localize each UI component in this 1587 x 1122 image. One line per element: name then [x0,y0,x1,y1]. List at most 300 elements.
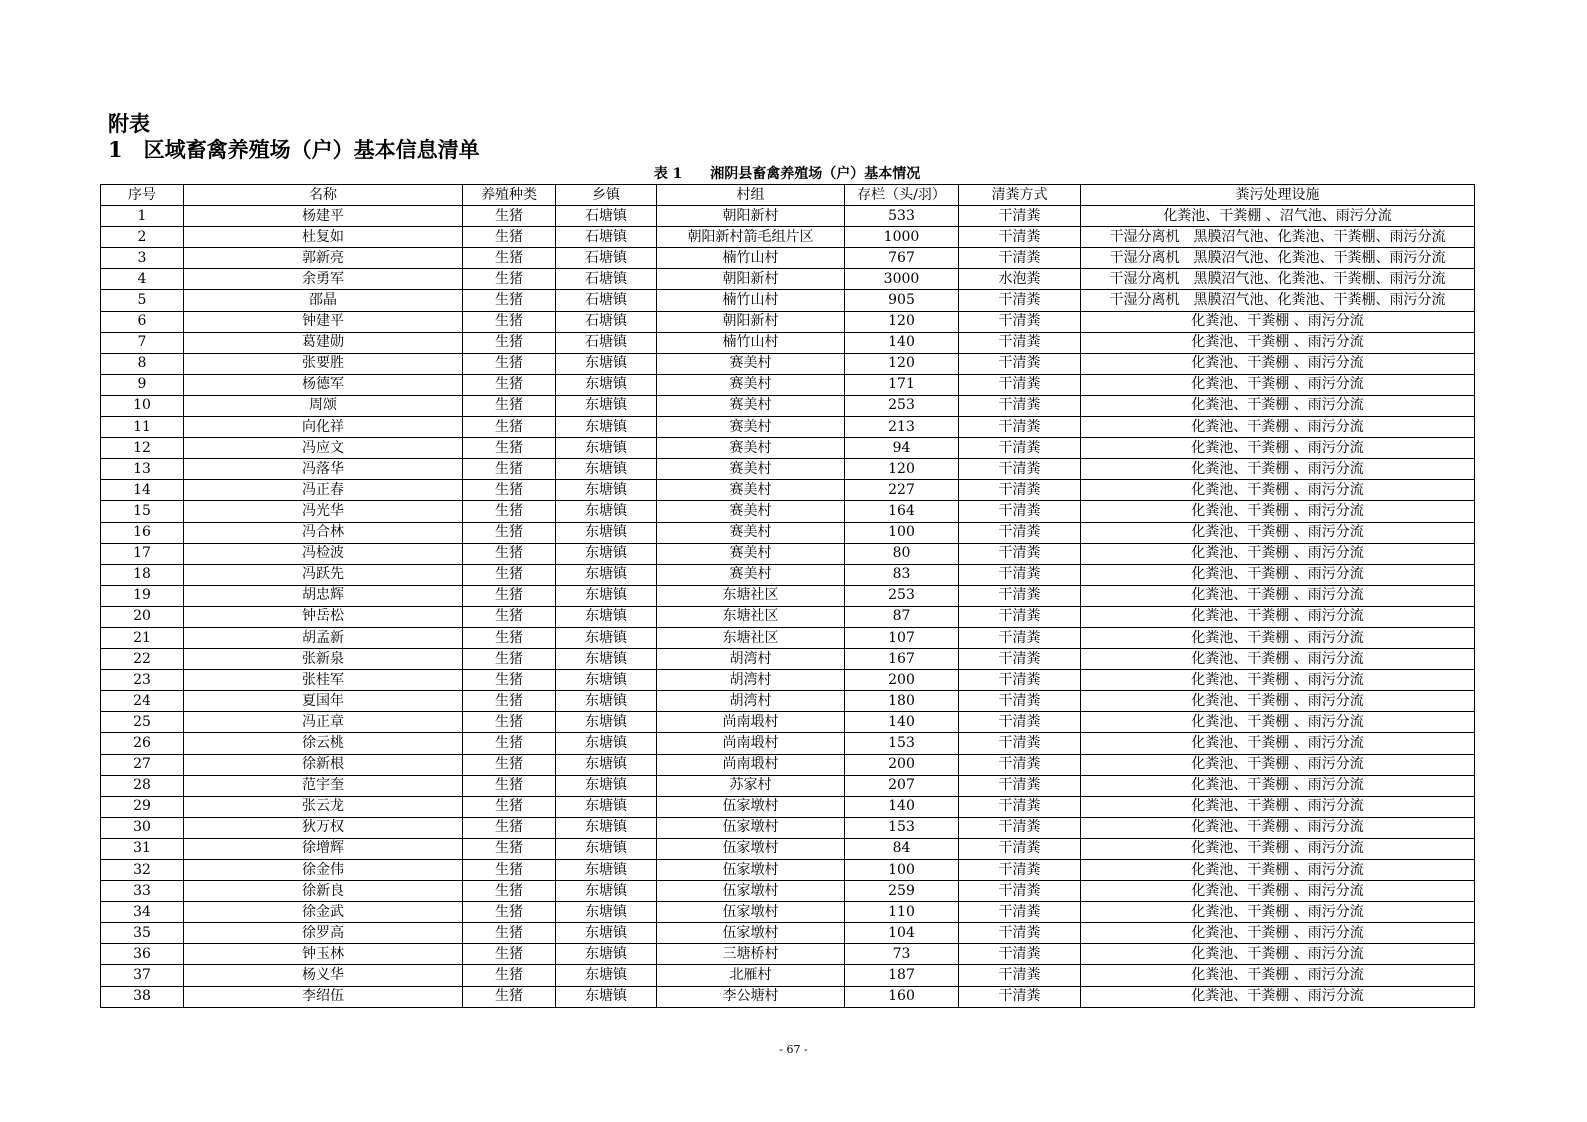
col-index-cell: 24 [101,691,184,712]
col-stock-cell: 94 [845,438,959,459]
col-species-cell: 生猪 [463,712,556,733]
table-row [101,417,1475,438]
col-town-cell: 石塘镇 [556,311,657,332]
col-name-cell: 郭新亮 [184,248,463,269]
col-town-cell: 东塘镇 [556,353,657,374]
table-row [101,501,1475,522]
col-index-cell: 21 [101,627,184,648]
col-facilities-cell: 化粪池、干粪棚 、雨污分流 [1081,311,1475,332]
col-stock-cell: 253 [845,585,959,606]
col-species-cell: 生猪 [463,311,556,332]
col-town-cell: 东塘镇 [556,817,657,838]
col-species-cell: 生猪 [463,290,556,311]
col-town-cell: 石塘镇 [556,206,657,227]
col-facilities-cell: 化粪池、干粪棚 、雨污分流 [1081,522,1475,543]
col-village-cell: 胡湾村 [657,691,845,712]
table-row [101,881,1475,902]
col-village-cell: 朝阳新村 [657,269,845,290]
col-facilities-cell: 化粪池、干粪棚 、雨污分流 [1081,775,1475,796]
col-name-cell: 冯落华 [184,459,463,480]
col-name-cell: 张新泉 [184,649,463,670]
col-stock-cell: 87 [845,606,959,627]
col-facilities-cell: 化粪池、干粪棚 、雨污分流 [1081,902,1475,923]
col-stock-cell: 3000 [845,269,959,290]
table-row [101,248,1475,269]
col-name-cell: 周颂 [184,395,463,416]
col-name-cell: 向化祥 [184,417,463,438]
col-facilities-cell: 化粪池、干粪棚 、雨污分流 [1081,881,1475,902]
table-row [101,564,1475,585]
col-species-cell: 生猪 [463,670,556,691]
col-index-cell: 28 [101,775,184,796]
col-stock-cell: 1000 [845,227,959,248]
col-name-cell: 钟玉林 [184,944,463,965]
col-facilities-cell: 化粪池、干粪棚 、雨污分流 [1081,860,1475,881]
col-name-cell: 邵晶 [184,290,463,311]
col-index-cell: 34 [101,902,184,923]
col-town-cell: 东塘镇 [556,775,657,796]
col-index-cell: 37 [101,965,184,986]
col-name-cell: 冯正章 [184,712,463,733]
col-name-cell: 徐罗高 [184,923,463,944]
col-facilities-cell: 化粪池、干粪棚 、雨污分流 [1081,965,1475,986]
col-town-cell: 东塘镇 [556,691,657,712]
col-village-cell: 赛美村 [657,564,845,585]
col-cleaning-cell: 干清粪 [959,332,1081,353]
col-village-cell: 楠竹山村 [657,248,845,269]
col-cleaning-cell: 干清粪 [959,775,1081,796]
col-name-cell: 冯光华 [184,501,463,522]
col-facilities-cell: 化粪池、干粪棚 、雨污分流 [1081,817,1475,838]
col-facilities-cell: 化粪池、干粪棚 、雨污分流 [1081,606,1475,627]
col-village-cell: 东塘社区 [657,627,845,648]
col-species-cell: 生猪 [463,564,556,585]
col-village-cell: 楠竹山村 [657,290,845,311]
col-cleaning-cell: 干清粪 [959,670,1081,691]
col-facilities-cell: 化粪池、干粪棚 、雨污分流 [1081,986,1475,1007]
table-row [101,480,1475,501]
col-index-cell: 20 [101,606,184,627]
col-facilities-cell: 干湿分离机 黑膜沼气池、化粪池、干粪棚、雨污分流 [1081,248,1475,269]
col-name-cell: 杜复如 [184,227,463,248]
header-col-species: 养殖种类 [463,185,556,206]
col-stock-cell: 153 [845,733,959,754]
col-facilities-cell: 化粪池、干粪棚 、雨污分流 [1081,395,1475,416]
table-row [101,838,1475,859]
col-stock-cell: 187 [845,965,959,986]
col-facilities-cell: 化粪池、干粪棚 、雨污分流 [1081,691,1475,712]
table-row [101,522,1475,543]
col-town-cell: 东塘镇 [556,417,657,438]
table-body [101,206,1475,1008]
col-species-cell: 生猪 [463,227,556,248]
appendix-title: 附表 [108,111,150,136]
col-village-cell: 朝阳新村箭毛组片区 [657,227,845,248]
col-stock-cell: 259 [845,881,959,902]
col-species-cell: 生猪 [463,965,556,986]
col-cleaning-cell: 干清粪 [959,986,1081,1007]
col-village-cell: 伍家墩村 [657,881,845,902]
col-index-cell: 15 [101,501,184,522]
header-col-stock: 存栏（头/羽） [845,185,959,206]
col-name-cell: 冯正春 [184,480,463,501]
col-index-cell: 33 [101,881,184,902]
col-stock-cell: 180 [845,691,959,712]
col-town-cell: 东塘镇 [556,860,657,881]
col-stock-cell: 227 [845,480,959,501]
col-stock-cell: 110 [845,902,959,923]
col-village-cell: 赛美村 [657,417,845,438]
col-index-cell: 31 [101,838,184,859]
col-facilities-cell: 化粪池、干粪棚 、沼气池、雨污分流 [1081,206,1475,227]
section-heading: 1 区域畜禽养殖场（户）基本信息清单 [108,137,480,162]
col-index-cell: 29 [101,796,184,817]
col-town-cell: 石塘镇 [556,290,657,311]
col-cleaning-cell: 水泡粪 [959,269,1081,290]
col-stock-cell: 104 [845,923,959,944]
col-name-cell: 杨建平 [184,206,463,227]
table-row [101,733,1475,754]
col-name-cell: 杨义华 [184,965,463,986]
col-town-cell: 东塘镇 [556,501,657,522]
col-name-cell: 冯应文 [184,438,463,459]
table-row [101,269,1475,290]
col-village-cell: 楠竹山村 [657,332,845,353]
col-species-cell: 生猪 [463,480,556,501]
col-index-cell: 38 [101,986,184,1007]
col-facilities-cell: 化粪池、干粪棚 、雨污分流 [1081,712,1475,733]
col-town-cell: 东塘镇 [556,923,657,944]
col-stock-cell: 200 [845,670,959,691]
col-cleaning-cell: 干清粪 [959,311,1081,332]
col-index-cell: 11 [101,417,184,438]
col-facilities-cell: 干湿分离机 黑膜沼气池、化粪池、干粪棚、雨污分流 [1081,269,1475,290]
col-name-cell: 徐云桃 [184,733,463,754]
col-species-cell: 生猪 [463,754,556,775]
col-village-cell: 北雁村 [657,965,845,986]
col-stock-cell: 767 [845,248,959,269]
col-species-cell: 生猪 [463,606,556,627]
table-row [101,374,1475,395]
col-facilities-cell: 化粪池、干粪棚 、雨污分流 [1081,627,1475,648]
col-index-cell: 16 [101,522,184,543]
col-town-cell: 东塘镇 [556,881,657,902]
col-village-cell: 胡湾村 [657,649,845,670]
col-cleaning-cell: 干清粪 [959,374,1081,395]
col-town-cell: 东塘镇 [556,712,657,733]
col-species-cell: 生猪 [463,522,556,543]
col-species-cell: 生猪 [463,374,556,395]
col-index-cell: 36 [101,944,184,965]
col-cleaning-cell: 干清粪 [959,627,1081,648]
col-species-cell: 生猪 [463,627,556,648]
col-town-cell: 东塘镇 [556,733,657,754]
col-name-cell: 狄万权 [184,817,463,838]
col-index-cell: 6 [101,311,184,332]
col-species-cell: 生猪 [463,881,556,902]
col-cleaning-cell: 干清粪 [959,438,1081,459]
col-town-cell: 东塘镇 [556,754,657,775]
col-species-cell: 生猪 [463,459,556,480]
col-town-cell: 东塘镇 [556,480,657,501]
header-col-cleaning: 清粪方式 [959,185,1081,206]
table-row [101,438,1475,459]
col-name-cell: 范宇奎 [184,775,463,796]
col-species-cell: 生猪 [463,269,556,290]
col-town-cell: 东塘镇 [556,944,657,965]
col-stock-cell: 140 [845,332,959,353]
col-village-cell: 赛美村 [657,480,845,501]
col-cleaning-cell: 干清粪 [959,480,1081,501]
col-stock-cell: 164 [845,501,959,522]
col-village-cell: 赛美村 [657,353,845,374]
col-village-cell: 伍家墩村 [657,796,845,817]
col-village-cell: 朝阳新村 [657,311,845,332]
col-index-cell: 9 [101,374,184,395]
col-cleaning-cell: 干清粪 [959,923,1081,944]
table-row [101,860,1475,881]
col-village-cell: 伍家墩村 [657,817,845,838]
col-cleaning-cell: 干清粪 [959,733,1081,754]
col-village-cell: 三塘桥村 [657,944,845,965]
col-species-cell: 生猪 [463,838,556,859]
col-cleaning-cell: 干清粪 [959,944,1081,965]
col-name-cell: 张桂军 [184,670,463,691]
col-town-cell: 石塘镇 [556,248,657,269]
col-name-cell: 葛建勋 [184,332,463,353]
col-facilities-cell: 化粪池、干粪棚 、雨污分流 [1081,543,1475,564]
table-row [101,290,1475,311]
col-village-cell: 尚南塅村 [657,733,845,754]
table-row [101,944,1475,965]
col-village-cell: 赛美村 [657,438,845,459]
col-village-cell: 赛美村 [657,395,845,416]
col-stock-cell: 120 [845,311,959,332]
col-village-cell: 伍家墩村 [657,838,845,859]
col-species-cell: 生猪 [463,417,556,438]
table-row [101,332,1475,353]
table-row [101,206,1475,227]
col-town-cell: 石塘镇 [556,332,657,353]
col-cleaning-cell: 干清粪 [959,522,1081,543]
col-stock-cell: 120 [845,459,959,480]
col-village-cell: 赛美村 [657,501,845,522]
col-facilities-cell: 化粪池、干粪棚 、雨污分流 [1081,944,1475,965]
col-name-cell: 钟岳松 [184,606,463,627]
col-town-cell: 东塘镇 [556,902,657,923]
col-cleaning-cell: 干清粪 [959,248,1081,269]
col-stock-cell: 73 [845,944,959,965]
col-facilities-cell: 化粪池、干粪棚 、雨污分流 [1081,438,1475,459]
col-facilities-cell: 化粪池、干粪棚 、雨污分流 [1081,501,1475,522]
col-town-cell: 东塘镇 [556,627,657,648]
col-cleaning-cell: 干清粪 [959,353,1081,374]
col-name-cell: 冯合林 [184,522,463,543]
col-name-cell: 胡忠辉 [184,585,463,606]
col-cleaning-cell: 干清粪 [959,459,1081,480]
col-facilities-cell: 化粪池、干粪棚 、雨污分流 [1081,459,1475,480]
table-row [101,543,1475,564]
col-cleaning-cell: 干清粪 [959,543,1081,564]
col-name-cell: 徐新良 [184,881,463,902]
col-species-cell: 生猪 [463,902,556,923]
col-cleaning-cell: 干清粪 [959,817,1081,838]
col-cleaning-cell: 干清粪 [959,417,1081,438]
farm-info-table [100,184,1475,1008]
col-name-cell: 张要胜 [184,353,463,374]
col-name-cell: 张云龙 [184,796,463,817]
col-stock-cell: 213 [845,417,959,438]
col-town-cell: 东塘镇 [556,965,657,986]
col-stock-cell: 207 [845,775,959,796]
col-facilities-cell: 化粪池、干粪棚 、雨污分流 [1081,649,1475,670]
col-stock-cell: 107 [845,627,959,648]
col-facilities-cell: 干湿分离机 黑膜沼气池、化粪池、干粪棚、雨污分流 [1081,227,1475,248]
header-col-index: 序号 [101,185,184,206]
col-name-cell: 李绍伍 [184,986,463,1007]
table-row [101,902,1475,923]
col-facilities-cell: 化粪池、干粪棚 、雨污分流 [1081,754,1475,775]
col-cleaning-cell: 干清粪 [959,881,1081,902]
col-index-cell: 22 [101,649,184,670]
col-cleaning-cell: 干清粪 [959,965,1081,986]
col-village-cell: 伍家墩村 [657,902,845,923]
col-index-cell: 17 [101,543,184,564]
col-stock-cell: 171 [845,374,959,395]
col-stock-cell: 905 [845,290,959,311]
col-index-cell: 32 [101,860,184,881]
col-cleaning-cell: 干清粪 [959,606,1081,627]
header-col-name: 名称 [184,185,463,206]
table-row [101,227,1475,248]
table-caption: 表 1 湘阴县畜禽养殖场（户）基本情况 [653,166,921,182]
table-header-row [101,185,1475,206]
col-town-cell: 东塘镇 [556,585,657,606]
header-col-facilities: 粪污处理设施 [1081,185,1475,206]
table-row [101,606,1475,627]
col-cleaning-cell: 干清粪 [959,290,1081,311]
table-row [101,585,1475,606]
col-cleaning-cell: 干清粪 [959,860,1081,881]
col-facilities-cell: 化粪池、干粪棚 、雨污分流 [1081,733,1475,754]
col-cleaning-cell: 干清粪 [959,206,1081,227]
table-row [101,670,1475,691]
col-index-cell: 12 [101,438,184,459]
col-stock-cell: 160 [845,986,959,1007]
col-facilities-cell: 化粪池、干粪棚 、雨污分流 [1081,838,1475,859]
col-stock-cell: 120 [845,353,959,374]
col-cleaning-cell: 干清粪 [959,585,1081,606]
col-town-cell: 东塘镇 [556,564,657,585]
col-town-cell: 东塘镇 [556,649,657,670]
col-index-cell: 18 [101,564,184,585]
col-species-cell: 生猪 [463,691,556,712]
col-town-cell: 东塘镇 [556,796,657,817]
table-row [101,311,1475,332]
col-species-cell: 生猪 [463,585,556,606]
table-row [101,754,1475,775]
col-index-cell: 23 [101,670,184,691]
table-row [101,459,1475,480]
col-cleaning-cell: 干清粪 [959,649,1081,670]
table-row [101,817,1475,838]
col-facilities-cell: 化粪池、干粪棚 、雨污分流 [1081,564,1475,585]
col-town-cell: 东塘镇 [556,670,657,691]
col-village-cell: 赛美村 [657,374,845,395]
table-row [101,965,1475,986]
col-species-cell: 生猪 [463,248,556,269]
col-index-cell: 7 [101,332,184,353]
col-index-cell: 5 [101,290,184,311]
col-index-cell: 10 [101,395,184,416]
col-village-cell: 伍家墩村 [657,860,845,881]
col-species-cell: 生猪 [463,860,556,881]
col-name-cell: 徐金武 [184,902,463,923]
col-stock-cell: 167 [845,649,959,670]
col-index-cell: 25 [101,712,184,733]
col-index-cell: 3 [101,248,184,269]
col-village-cell: 苏家村 [657,775,845,796]
col-cleaning-cell: 干清粪 [959,796,1081,817]
col-name-cell: 胡孟新 [184,627,463,648]
col-village-cell: 赛美村 [657,459,845,480]
col-stock-cell: 533 [845,206,959,227]
col-facilities-cell: 化粪池、干粪棚 、雨污分流 [1081,796,1475,817]
col-cleaning-cell: 干清粪 [959,754,1081,775]
table-row [101,627,1475,648]
col-species-cell: 生猪 [463,775,556,796]
col-facilities-cell: 干湿分离机 黑膜沼气池、化粪池、干粪棚、雨污分流 [1081,290,1475,311]
col-stock-cell: 100 [845,860,959,881]
table-row [101,353,1475,374]
col-stock-cell: 140 [845,796,959,817]
col-stock-cell: 100 [845,522,959,543]
table-row [101,395,1475,416]
table-row [101,712,1475,733]
col-name-cell: 钟建平 [184,311,463,332]
col-index-cell: 27 [101,754,184,775]
col-name-cell: 余勇军 [184,269,463,290]
col-village-cell: 赛美村 [657,522,845,543]
table-row [101,923,1475,944]
col-town-cell: 东塘镇 [556,986,657,1007]
col-town-cell: 东塘镇 [556,459,657,480]
col-facilities-cell: 化粪池、干粪棚 、雨污分流 [1081,332,1475,353]
col-species-cell: 生猪 [463,944,556,965]
col-cleaning-cell: 干清粪 [959,838,1081,859]
col-town-cell: 东塘镇 [556,374,657,395]
col-species-cell: 生猪 [463,395,556,416]
table-row [101,649,1475,670]
col-stock-cell: 200 [845,754,959,775]
col-facilities-cell: 化粪池、干粪棚 、雨污分流 [1081,480,1475,501]
col-town-cell: 东塘镇 [556,395,657,416]
col-index-cell: 30 [101,817,184,838]
col-cleaning-cell: 干清粪 [959,712,1081,733]
col-species-cell: 生猪 [463,986,556,1007]
col-index-cell: 8 [101,353,184,374]
table-row [101,796,1475,817]
col-species-cell: 生猪 [463,817,556,838]
col-facilities-cell: 化粪池、干粪棚 、雨污分流 [1081,923,1475,944]
header-col-village: 村组 [657,185,845,206]
col-name-cell: 徐增辉 [184,838,463,859]
col-species-cell: 生猪 [463,543,556,564]
col-town-cell: 石塘镇 [556,227,657,248]
col-village-cell: 尚南塅村 [657,712,845,733]
col-species-cell: 生猪 [463,332,556,353]
col-facilities-cell: 化粪池、干粪棚 、雨污分流 [1081,374,1475,395]
